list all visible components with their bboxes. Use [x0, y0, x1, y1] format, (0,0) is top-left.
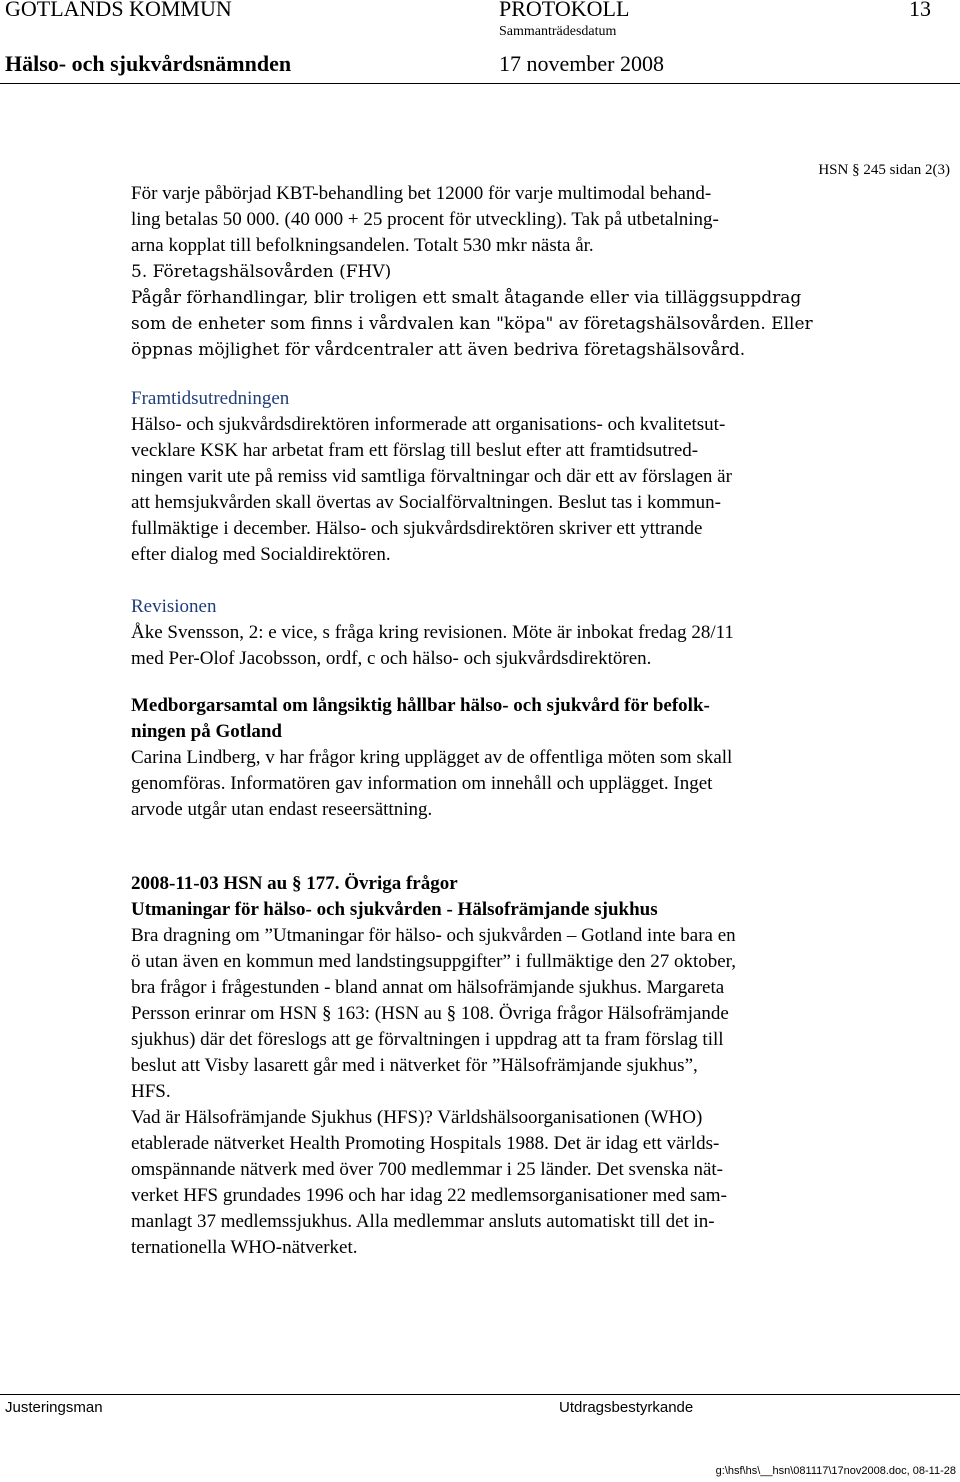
text-line: som de enheter som finns i vårdvalen kan "köpa" av företagshälsovården. Eller: [131, 314, 813, 334]
text-line: Carina Lindberg, v har frågor kring upplägget av de offentliga möten som skall: [131, 747, 733, 768]
text-line: Persson erinrar om HSN § 163: (HSN au § 108. Övriga frågor Hälsofrämjande: [131, 1003, 729, 1024]
text-line: Bra dragning om ”Utmaningar för hälso- och sjukvården – Gotland inte bara en: [131, 925, 736, 946]
section-title: Framtidsutredningen: [131, 388, 290, 409]
section-title: Medborgarsamtal om långsiktig hållbar hälso- och sjukvård för befolk-: [131, 695, 710, 716]
footer-file-path: g:\hsf\hs\__hsn\081117\17nov2008.doc, 08-11-28: [715, 1465, 956, 1477]
meeting-date: 17 november 2008: [499, 51, 664, 76]
text-line: ling betalas 50 000. (40 000 + 25 procent för utveckling). Tak på utbetalning-: [131, 209, 719, 230]
text-line: vecklare KSK har arbetat fram ett förslag till beslut efter att framtidsutred-: [131, 440, 699, 461]
text-line: verket HFS grundades 1996 och har idag 22 medlemsorganisationer med sam-: [131, 1185, 727, 1206]
text-line: bra frågor i frågestunden - bland annat om hälsofrämjande sjukhus. Margareta: [131, 977, 725, 998]
section-title: 2008-11-03 HSN au § 177. Övriga frågor: [131, 873, 458, 894]
text-line: manlagt 37 medlemssjukhus. Alla medlemmar ansluts automatiskt till det in-: [131, 1211, 715, 1232]
text-line: För varje påbörjad KBT-behandling bet 12000 för varje multimodal behand-: [131, 183, 712, 204]
text-line: öppnas möjlighet för vårdcentraler att även bedriva företagshälsovård.: [131, 340, 746, 360]
text-line: beslut att Visby lasarett går med i nätverket för ”Hälsofrämjande sjukhus”,: [131, 1055, 698, 1076]
medborgar-section: [131, 693, 891, 823]
section-title: Revisionen: [131, 596, 217, 617]
committee-name: Hälso- och sjukvårdsnämnden: [5, 51, 292, 76]
doc-type: PROTOKOLL: [499, 0, 630, 21]
text-line: arna kopplat till befolkningsandelen. Totalt 530 mkr nästa år.: [131, 235, 594, 256]
footer-justeringsman: Justeringsman: [5, 1399, 103, 1416]
date-label: Sammanträdesdatum: [499, 24, 617, 39]
text-line: Pågår förhandlingar, blir troligen ett smalt åtagande eller via tilläggsuppdrag: [131, 288, 802, 308]
text-line: Åke Svensson, 2: e vice, s fråga kring revisionen. Möte är inbokat fredag 28/11: [131, 622, 734, 643]
intro-paragraph: [131, 181, 891, 259]
text-line: Hälso- och sjukvårdsdirektören informerade att organisations- och kvalitetsut-: [131, 414, 726, 435]
fhv-section: [131, 259, 891, 363]
text-line: ö utan även en kommun med landstingsuppgifter” i fullmäktige den 27 oktober,: [131, 951, 736, 972]
section-title: 5. Företagshälsovården (FHV): [131, 262, 392, 282]
text-line: Vad är Hälsofrämjande Sjukhus (HFS)? Världshälsoorganisationen (WHO): [131, 1107, 703, 1128]
text-line: HFS.: [131, 1081, 171, 1102]
footer-divider: [0, 1394, 960, 1395]
text-line: ternationella WHO-nätverket.: [131, 1237, 358, 1258]
text-line: efter dialog med Socialdirektören.: [131, 544, 391, 565]
revision-section: [131, 594, 891, 672]
text-line: fullmäktige i december. Hälso- och sjukvårdsdirektören skriver ett yttrande: [131, 518, 703, 539]
org-name: GOTLANDS KOMMUN: [5, 0, 232, 21]
text-line: arvode utgår utan endast reseersättning.: [131, 799, 433, 820]
text-line: att hemsjukvården skall övertas av Socialförvaltningen. Beslut tas i kommun-: [131, 492, 721, 513]
header-divider: [0, 83, 960, 84]
footer-utdragsbestyrkande: Utdragsbestyrkande: [559, 1399, 694, 1416]
text-line: etablerade nätverket Health Promoting Hospitals 1988. Det är idag ett världs-: [131, 1133, 720, 1154]
text-line: omspännande nätverk med över 700 medlemmar i 25 länder. Det svenska nät-: [131, 1159, 723, 1180]
section-reference: HSN § 245 sidan 2(3): [818, 162, 950, 178]
page-number: 13: [909, 0, 931, 21]
text-line: ningen varit ute på remiss vid samtliga förvaltningar och där ett av förslagen är: [131, 466, 732, 487]
framtid-section: [131, 386, 891, 568]
section-title-cont: ningen på Gotland: [131, 721, 282, 742]
section-subtitle: Utmaningar för hälso- och sjukvården - Hälsofrämjande sjukhus: [131, 899, 658, 920]
text-line: genomföras. Informatören gav information om innehåll och upplägget. Inget: [131, 773, 713, 794]
text-line: sjukhus) där det föreslogs att ge förvaltningen i uppdrag att ta fram förslag till: [131, 1029, 724, 1050]
text-line: med Per-Olof Jacobsson, ordf, c och hälso- och sjukvårdsdirektören.: [131, 648, 652, 669]
ovriga-section: [131, 871, 891, 1261]
